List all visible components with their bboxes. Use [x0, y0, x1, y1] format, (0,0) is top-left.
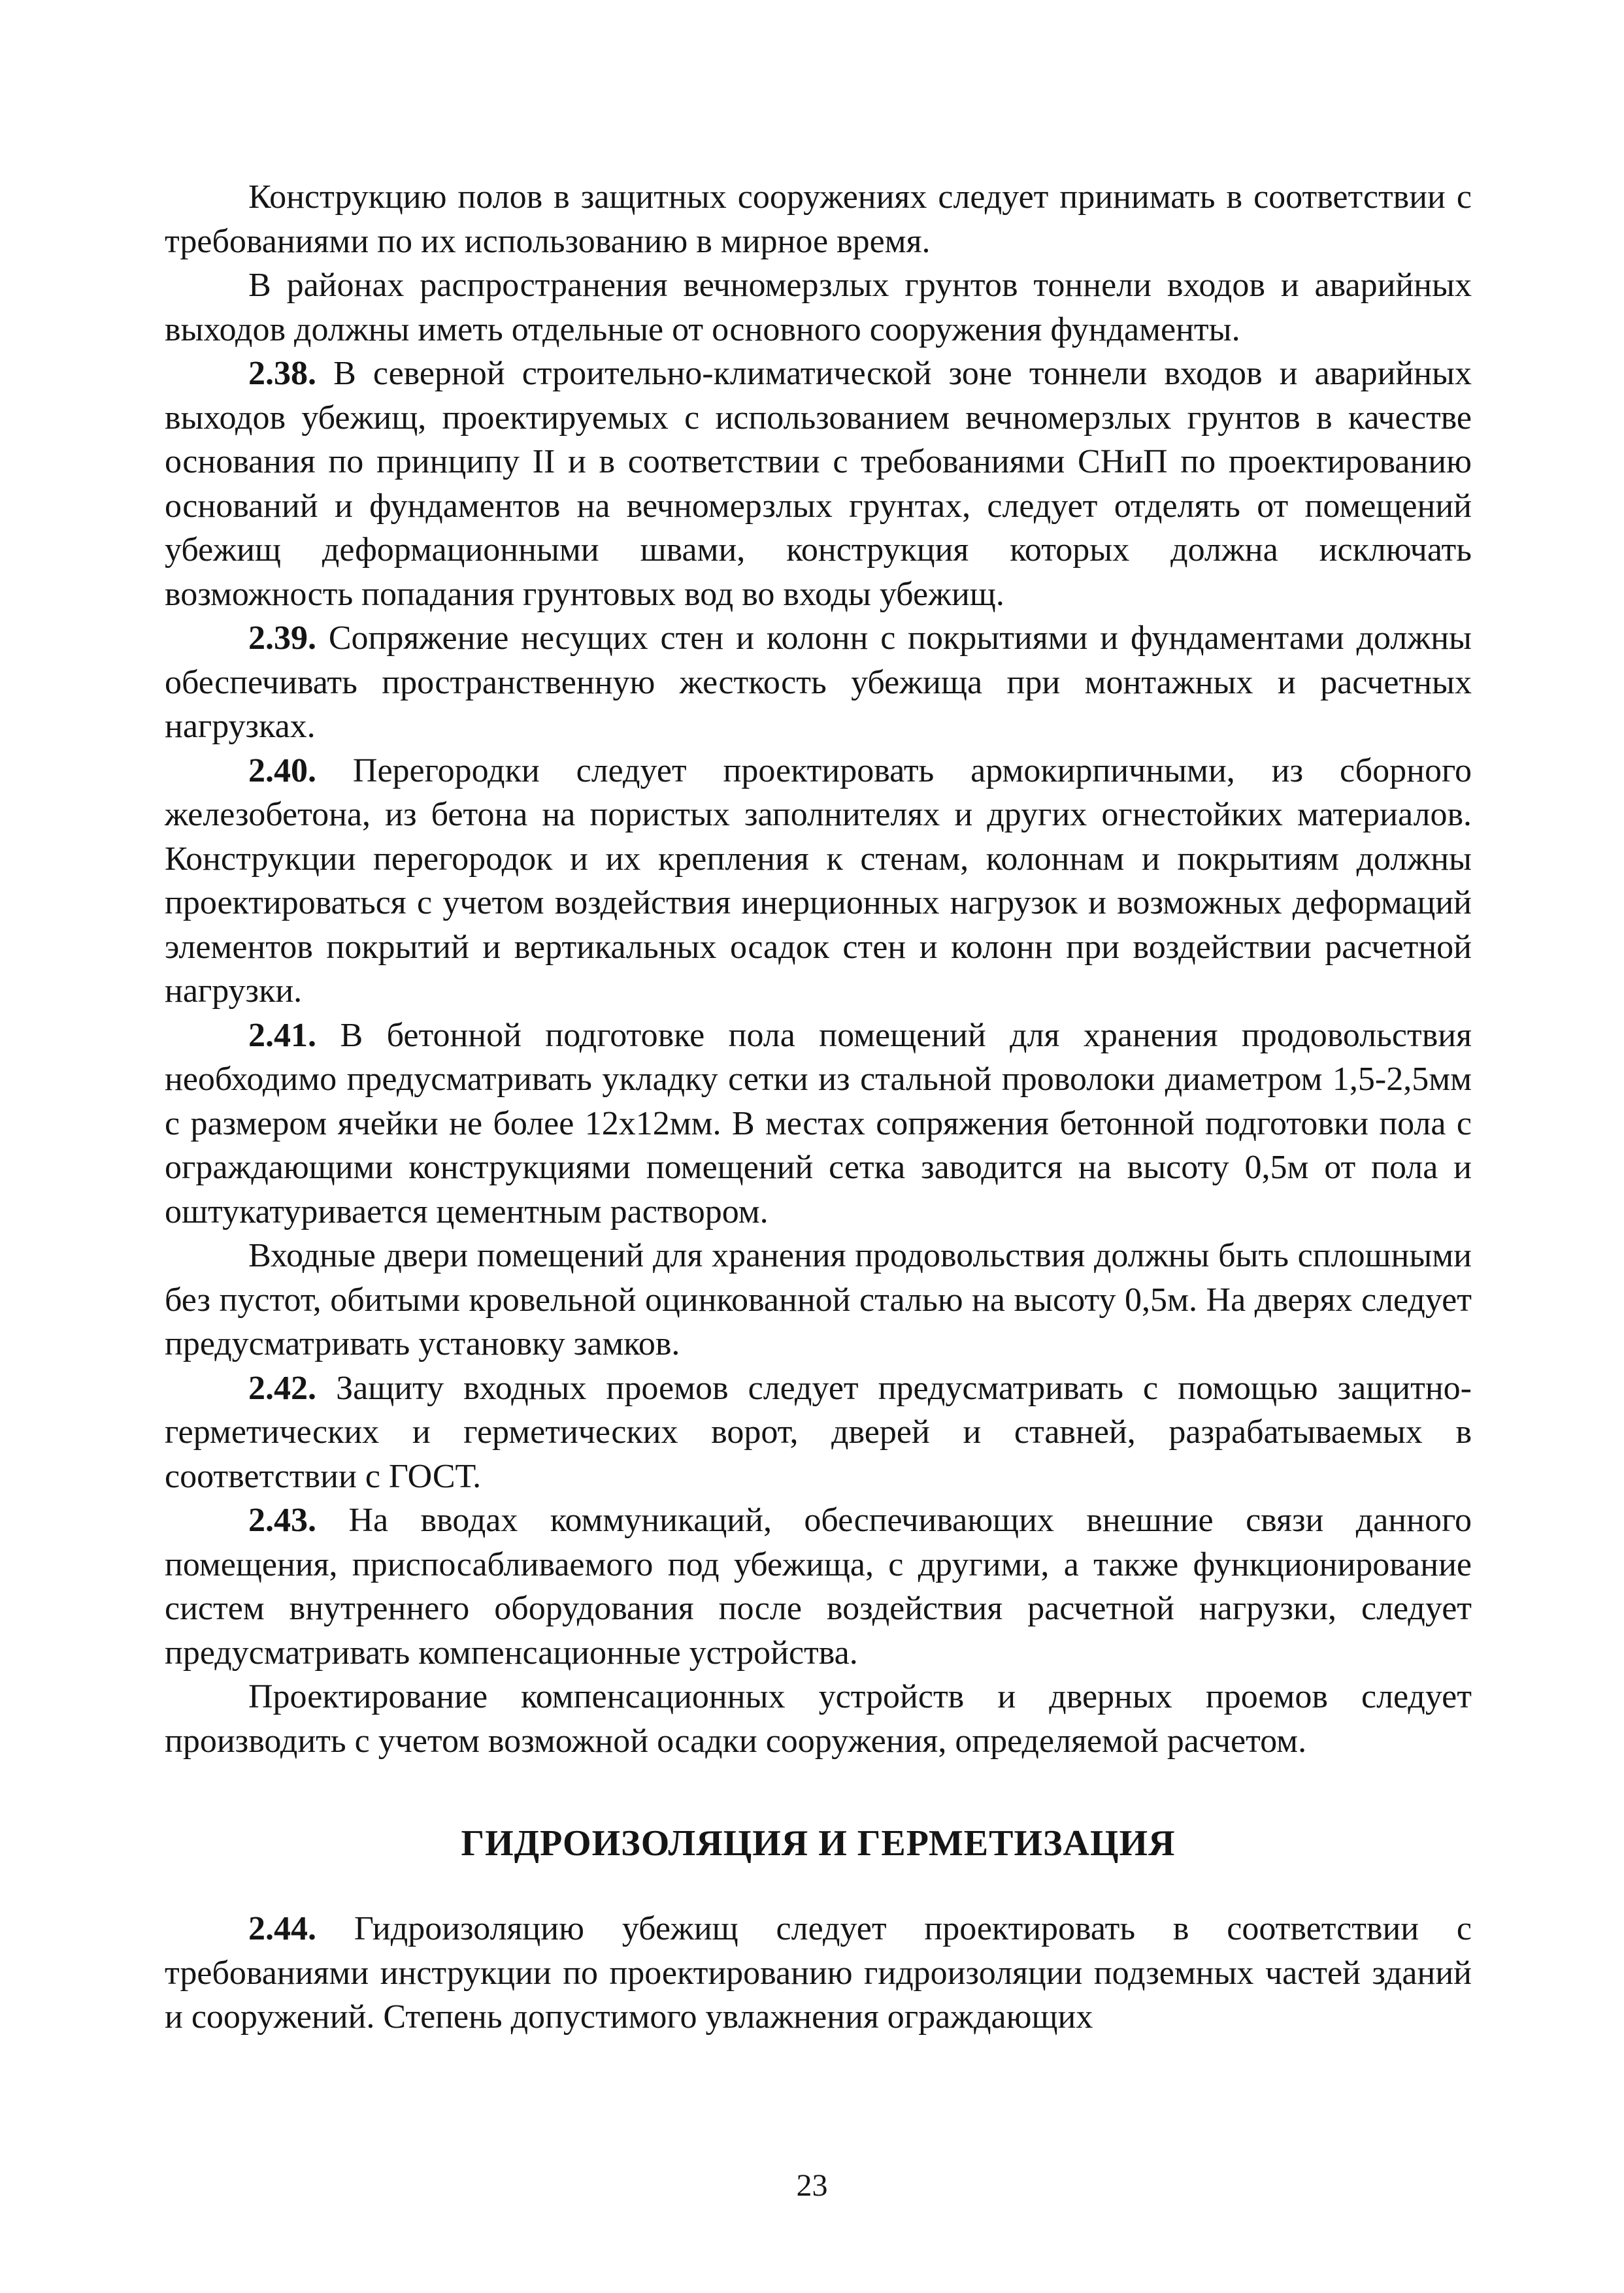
paragraph-text: Гидроизоляцию убежищ следует проектировать в соответствии с требованиями инструкции по проектированию гидроизоляции подземных частей зданий и сооружений. Степень допустимого увлажнения ограждающих	[165, 1910, 1472, 2036]
paragraph-text: Входные двери помещений для хранения продовольствия должны быть сплошными без пустот, обитыми кровельной оцинкованной сталью на высоту 0,5м. На дверях следует предусматривать установку замков.	[165, 1237, 1472, 1362]
paragraph-text: В северной строительно-климатической зоне тоннели входов и аварийных выходов убежищ, проектируемых с использованием вечномерзлых грунтов в качестве основания по принципу II и в соответствии с требованиями СНиП по проектированию оснований и фундаментов на вечномерзлых грунтах, следует отделять от помещений убежищ деформационными швами, конструкция которых должна исключать возможность попадания грунтовых вод во входы убежищ.	[165, 355, 1472, 613]
clause-number: 2.41.	[248, 1016, 316, 1054]
page-number: 23	[796, 2168, 828, 2203]
clause-number: 2.43.	[248, 1502, 316, 1539]
paragraph-text: Сопряжение несущих стен и колонн с покрытиями и фундаментами должны обеспечивать пространственную жесткость убежища при монтажных и расчетных нагрузках.	[165, 619, 1472, 745]
paragraph-text: В бетонной подготовке пола помещений для хранения продовольствия необходимо предусматривать укладку сетки из стальной проволоки диаметром 1,5-2,5мм с размером ячейки не более 12х12мм. В местах сопряжения бетонной подготовки пола с ограждающими конструкциями помещений сетка заводится на высоту 0,5м от пола и оштукатуривается цементным раствором.	[165, 1016, 1472, 1230]
clause-number: 2.42.	[248, 1369, 316, 1407]
section-heading: ГИДРОИЗОЛЯЦИЯ И ГЕРМЕТИЗАЦИЯ	[461, 1823, 1176, 1864]
body-text-top	[165, 175, 1472, 1763]
paragraph	[165, 175, 1472, 263]
clause-number: 2.44.	[248, 1910, 316, 1947]
paragraph	[165, 1498, 1472, 1675]
paragraph-text: Защиту входных проемов следует предусматривать с помощью защитно-герметических и герметических ворот, дверей и ставней, разрабатываемых в соответствии с ГОСТ.	[165, 1369, 1472, 1495]
document-page	[165, 175, 1472, 2039]
paragraph	[165, 749, 1472, 1014]
paragraph	[165, 1907, 1472, 2039]
paragraph	[165, 1366, 1472, 1499]
paragraph-text: На вводах коммуникаций, обеспечивающих внешние связи данного помещения, приспосабливаемого под убежища, с другими, а также функционирование систем внутреннего оборудования после воздействия расчетной нагрузки, следует предусматривать компенсационные устройства.	[165, 1502, 1472, 1672]
clause-number: 2.38.	[248, 355, 316, 392]
clause-number: 2.40.	[248, 751, 316, 789]
paragraph	[165, 352, 1472, 616]
paragraph-text: В районах распространения вечномерзлых грунтов тоннели входов и аварийных выходов должны иметь отдельные от основного сооружения фундаменты.	[165, 267, 1472, 348]
paragraph-text: Конструкцию полов в защитных сооружениях следует принимать в соответствии с требованиями по их использованию в мирное время.	[165, 178, 1472, 260]
paragraph	[165, 1014, 1472, 1234]
paragraph-text: Перегородки следует проектировать армокирпичными, из сборного железобетона, из бетона на пористых заполнителях и других огнестойких материалов. Конструкции перегородок и их крепления к стенам, колоннам и покрытиям должны проектироваться с учетом воздействия инерционных нагрузок и возможных деформаций элементов покрытий и вертикальных осадок стен и колонн при воздействии расчетной нагрузки.	[165, 751, 1472, 1010]
paragraph	[165, 263, 1472, 352]
paragraph-text: Проектирование компенсационных устройств и дверных проемов следует производить с учетом возможной осадки сооружения, определяемой расчетом.	[165, 1678, 1472, 1760]
paragraph	[165, 616, 1472, 749]
paragraph	[165, 1675, 1472, 1763]
paragraph	[165, 1234, 1472, 1366]
body-text-bottom	[165, 1907, 1472, 2039]
clause-number: 2.39.	[248, 619, 316, 657]
